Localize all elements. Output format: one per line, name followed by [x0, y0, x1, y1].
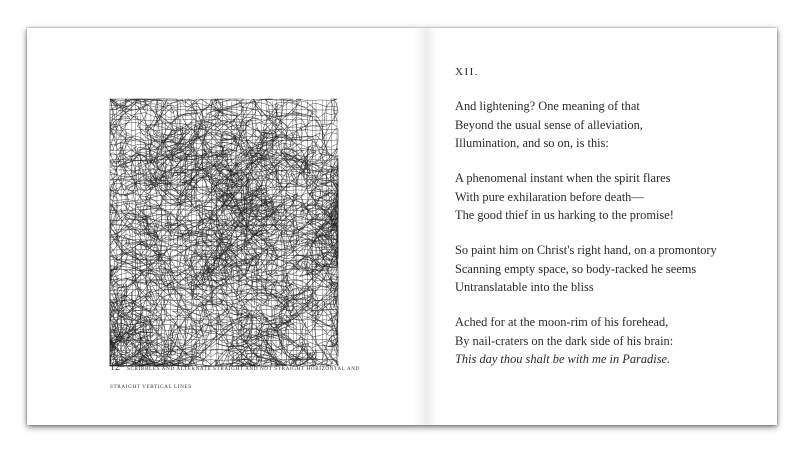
poem-stanza	[455, 313, 785, 369]
vertical-line	[266, 99, 267, 366]
poem-line: By nail-craters on the dark side of his brain:	[455, 333, 674, 348]
poem-line: So paint him on Christ's right hand, on a promontory	[455, 243, 717, 257]
poem-line: And lightening? One meaning of that	[455, 99, 640, 113]
poem-line: With pure exhilaration before death—	[455, 189, 644, 204]
poem-line: A phenomenal instant when the spirit flares	[455, 171, 671, 185]
figure-caption-text: SCRIBBLES AND ALTERNATE STRAIGHT AND NOT STRAIGHT HORIZONTAL AND STRAIGHT VERTICAL LINES	[110, 366, 360, 390]
figure-number: 12	[110, 362, 120, 373]
figure-caption	[110, 357, 370, 393]
poem-line: Scanning empty space, so body-racked he seems	[455, 261, 697, 276]
poem-line: Ached for at the moon-rim of his forehead,	[455, 315, 669, 329]
poem-stanzas	[455, 97, 785, 369]
book-gutter	[413, 28, 437, 425]
poem-stanza	[455, 169, 785, 225]
poem-title: XII.	[455, 66, 480, 78]
scribble-artwork	[109, 98, 339, 367]
poem-line: Untranslatable into the bliss	[455, 280, 594, 294]
poem-line: Beyond the usual sense of alleviation,	[455, 117, 643, 132]
poem-stanza	[455, 241, 785, 297]
horizontal-line	[110, 119, 337, 120]
poem-line: The good thief in us harking to the promise!	[455, 208, 674, 222]
book-spread	[27, 28, 777, 425]
poem-line: Illumination, and so on, is this:	[455, 136, 609, 150]
poem-line: This day thou shalt be with me in Paradise.	[455, 352, 671, 366]
vertical-line	[281, 99, 282, 365]
poem-stanza	[455, 97, 785, 153]
scribble-drawing	[109, 98, 339, 367]
horizontal-line	[110, 133, 337, 138]
poem	[455, 66, 785, 385]
